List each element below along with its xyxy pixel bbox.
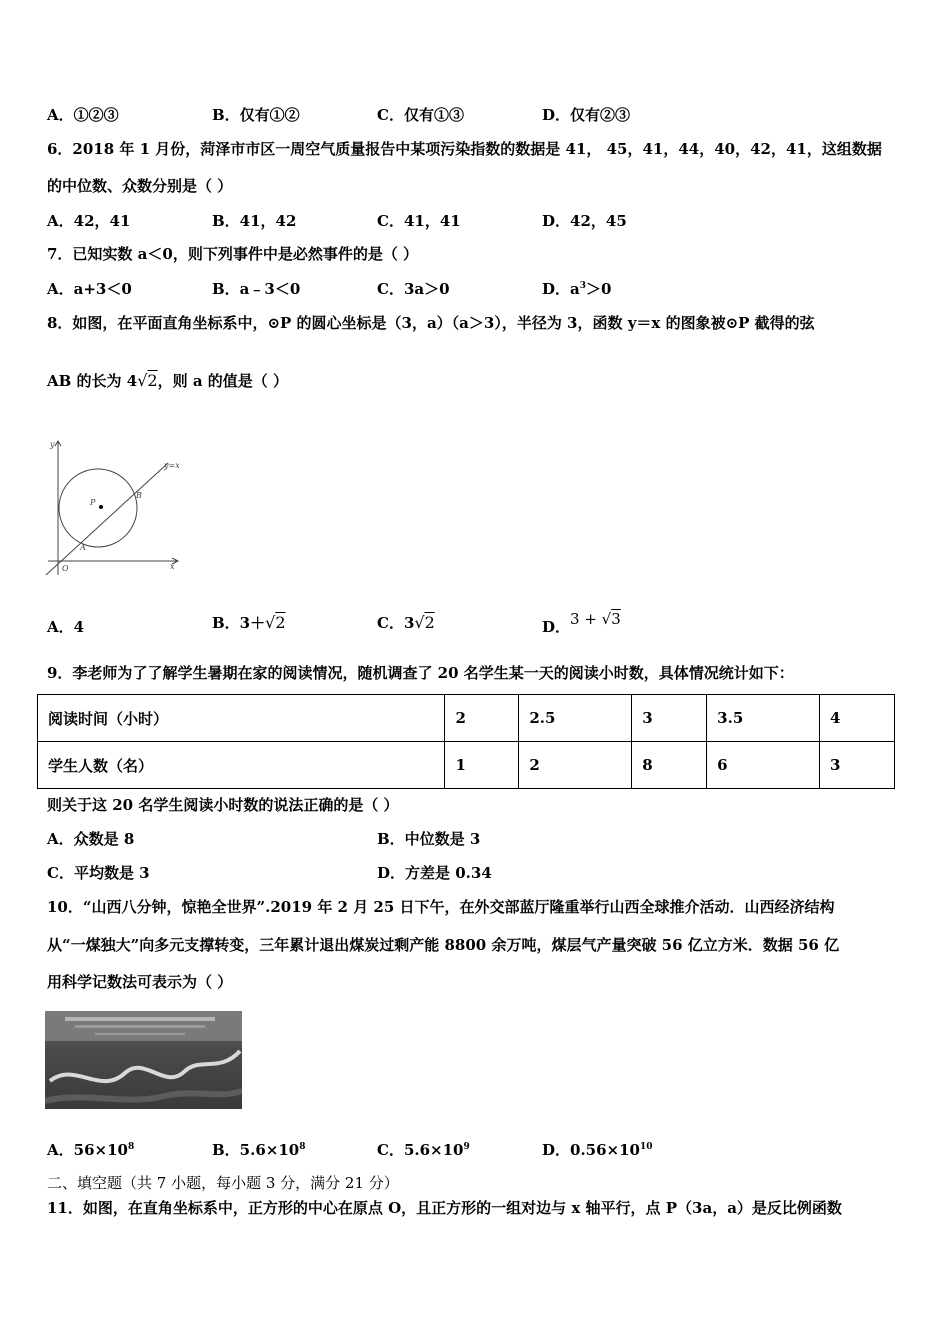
q9-option-c: C．平均数是 3 <box>47 864 150 882</box>
q9-option-b: B．中位数是 3 <box>377 830 481 848</box>
q8-option-d: D．3 + √3 <box>542 610 621 636</box>
table-row <box>38 742 895 789</box>
q11-stem-line1: 11．如图，在直角坐标系中，正方形的中心在原点 O，且正方形的一组对边与 x 轴平行，点 P（3a，a）是反比例函数 <box>47 1199 842 1217</box>
center-point <box>99 505 103 509</box>
table-cell: 2 <box>445 695 519 742</box>
q9-question: 则关于这 20 名学生阅读小时数的说法正确的是（ ） <box>47 796 399 814</box>
section-2-title: 二、填空题（共 7 小题，每小题 3 分，满分 21 分） <box>47 1174 399 1192</box>
table-cell: 1 <box>445 742 519 789</box>
table-row <box>38 695 895 742</box>
q10-option-a: A．$56\times 10^8$ <box>47 1141 135 1159</box>
table-cell: 2 <box>519 742 632 789</box>
q9-stem: 9．李老师为了了解学生暑期在家的阅读情况，随机调查了 20 名学生某一天的阅读小时数，具体情况统计如下： <box>47 664 794 682</box>
q6-option-b: B．41，42 <box>212 212 297 230</box>
q7-stem: 7．已知实数 a＜0，则下列事件中是必然事件的是（ ） <box>47 245 419 263</box>
q10-stem-line2: 从“一煤独大”向多元支撑转变，三年累计退出煤炭过剩产能 8800 余万吨，煤层气产量突破 56 亿立方米．数据 56 亿 <box>47 936 840 954</box>
q10-option-b: B．$5.6\times 10^8$ <box>212 1141 306 1159</box>
q5-option-c: C．仅有①③ <box>377 106 464 124</box>
q5-option-a: A．①②③ <box>47 106 119 124</box>
q10-stem-line3: 用科学记数法可表示为（ ） <box>47 973 233 991</box>
table-cell: 6 <box>707 742 820 789</box>
x-axis-label: x <box>170 562 175 571</box>
point-a-label: A <box>80 543 86 552</box>
q8-option-c: C．3√2 <box>377 613 435 632</box>
table-cell: 3.5 <box>707 695 820 742</box>
table-cell: 3 <box>820 742 895 789</box>
shanxi-river-photo <box>45 1011 242 1109</box>
q10-option-c: C．$5.6\times 10^9$ <box>377 1141 470 1159</box>
q8-stem-line1: 8．如图，在平面直角坐标系中，⊙P 的圆心坐标是（3，a）（a＞3），半径为 3，函数 y＝x 的图象被⊙P 截得的弦 <box>47 314 815 332</box>
origin-label: O <box>62 564 69 573</box>
center-label: P <box>90 498 96 507</box>
q8-coordinate-figure <box>38 435 188 580</box>
q8-option-a: A．4 <box>47 618 85 636</box>
sqrt-2-expression: √2 <box>137 371 158 390</box>
q7-option-a: A．a+3＜0 <box>47 280 132 298</box>
table-cell: 8 <box>632 742 707 789</box>
table-cell: 3 <box>632 695 707 742</box>
table-cell: 2.5 <box>519 695 632 742</box>
reading-hours-table <box>37 694 895 789</box>
q8-option-b: B．3＋√2 <box>212 613 286 632</box>
q6-option-a: A．42，41 <box>47 212 131 230</box>
q10-option-d: D．$0.56\times 10^{10}$ <box>542 1141 653 1159</box>
q7-option-d: D．$a^3>0$ <box>542 280 612 298</box>
q9-option-a: A．众数是 8 <box>47 830 135 848</box>
q7-option-c: C．3a＞0 <box>377 280 450 298</box>
q6-stem-line2: 的中位数、众数分别是（ ） <box>47 177 233 195</box>
q6-option-d: D．42，45 <box>542 212 627 230</box>
point-b-label: B <box>136 491 142 500</box>
q6-stem-line1: 6．2018 年 1 月份，菏泽市市区一周空气质量报告中某项污染指数的数据是 41， 45，41，44，40，42，41，这组数据 <box>47 140 882 158</box>
table-cell: 4 <box>820 695 895 742</box>
table-cell: 阅读时间（小时） <box>38 695 445 742</box>
q9-option-d: D．方差是 0.34 <box>377 864 492 882</box>
q7-option-b: B．a﹣3＜0 <box>212 280 301 298</box>
table-cell: 学生人数（名） <box>38 742 445 789</box>
q6-option-c: C．41，41 <box>377 212 461 230</box>
q5-option-d: D．仅有②③ <box>542 106 631 124</box>
q5-option-b: B．仅有①② <box>212 106 300 124</box>
q8-stem-line2: AB 的长为 4√2，则 a 的值是（ ） <box>47 371 288 390</box>
q10-stem-line1: 10．“山西八分钟，惊艳全世界”.2019 年 2 月 25 日下午，在外交部蓝厅隆重举行山西全球推介活动．山西经济结构 <box>47 898 835 916</box>
y-axis-label: y <box>50 440 55 449</box>
line-label: y=x <box>164 461 180 470</box>
